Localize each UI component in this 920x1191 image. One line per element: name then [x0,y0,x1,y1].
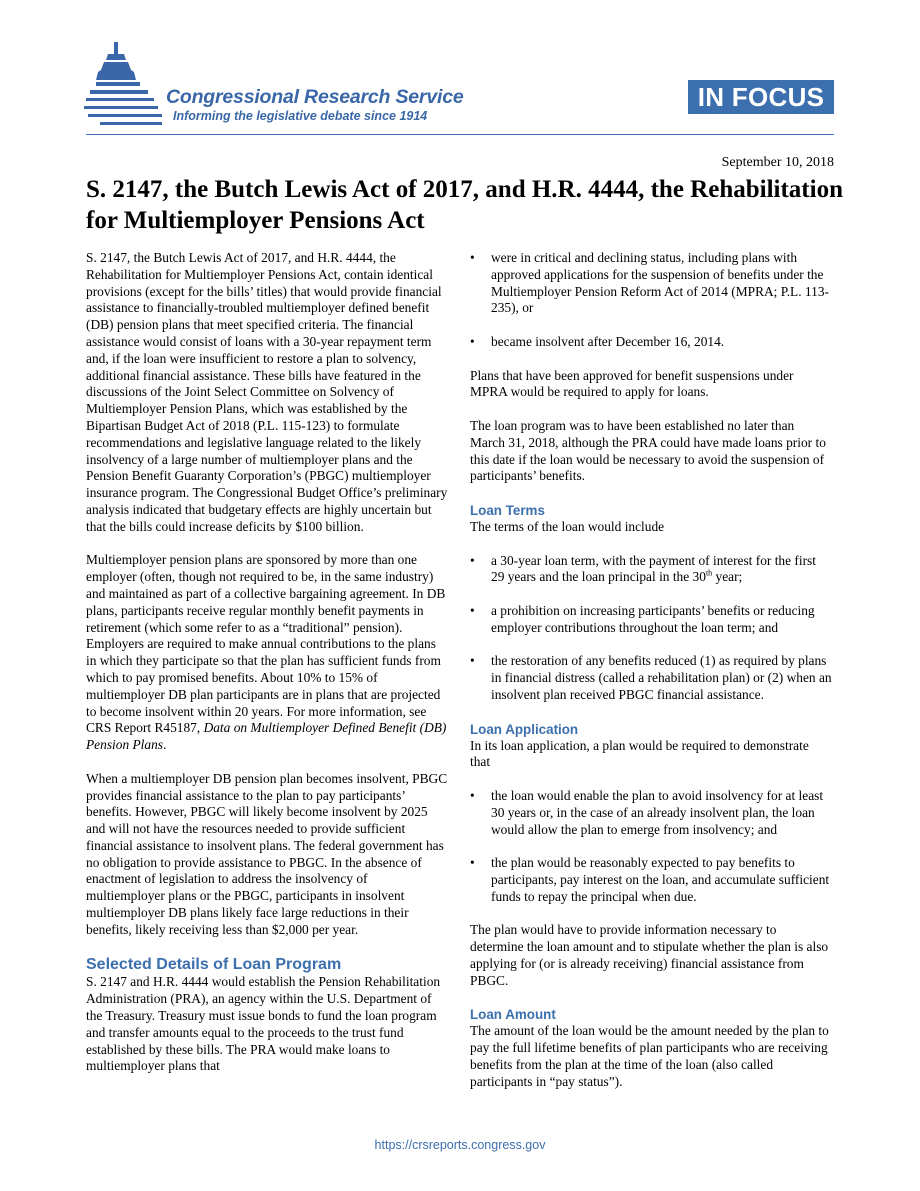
eligibility-list [470,250,832,351]
section-heading-loan-amount: Loan Amount [470,1007,556,1023]
right-column [470,250,832,1107]
section-heading-loan-application: Loan Application [470,721,579,737]
loan-application-after: The plan would have to provide information necessary to determine the loan amount and to stipulate whether the plan is also applying for (or is already receiving) financial assistance from PBGC. [470,922,829,988]
intro-paragraph: S. 2147, the Butch Lewis Act of 2017, and H.R. 4444, the Rehabilitation for Multiemployer Pensions Act, contain identical provisions (except for the bills’ titles) that would provide financial assistance to financially-troubled multiemployer defined benefit (DB) pension plans that meet specified criteria. The financial assistance would consist of loans with a 30-year repayment term and, if the loan were insufficient to restore a plan to solvency, additional financial assistance. These bills have featured in the discussions of the Joint Select Committee on Solvency of Multiemployer Pension Plans, which was established by the Bipartisan Budget Act of 2018 (P.L. 115-123) to formulate recommendations and legislative language related to the likely insolvency of a large number of multiemployer plans and the Pension Benefit Guaranty Corporation’s (PBGC) multiemployer insurance program. The Congressional Budget Office’s preliminary analysis indicated that budgetary effects are highly uncertain but that the bills could increase deficits by $100 billion. [86,250,448,534]
loan-application-list [470,788,832,906]
org-tagline: Informing the legislative debate since 1914 [173,109,428,123]
footer-url-link[interactable]: https://crsreports.congress.gov [374,1138,546,1152]
publication-date: September 10, 2018 [721,155,834,170]
section-heading-loan-terms: Loan Terms [470,502,545,518]
loan-terms-intro: The terms of the loan would include [470,518,665,534]
page-header [0,0,920,140]
report-title: Data on Multiemployer Defined Benefit (DB) Pension Plans [86,720,447,753]
document-title: S. 2147, the Butch Lewis Act of 2017, and H.R. 4444, the Rehabilitation for Multiemployer Pensions Act [86,176,843,234]
insolvency-paragraph: When a multiemployer DB pension plan becomes insolvent, PBGC provides financial assistance to the plan to pay participants’ benefits. However, PBGC will likely become insolvent by 2025 and will not have the resources needed to provide sufficient financial assistance to insolvent plans. The federal government has no obligation to provide assistance to PBGC. In the absence of enactment of legislation to address the insolvency of multiemployer plans or the PBGC, participants in insolvent multiemployer DB plans likely face large reductions in their benefits, likely receiving less than $2,000 per year. [86,770,448,937]
section-heading-loan-program: Selected Details of Loan Program [86,956,342,974]
deadline-paragraph: The loan program was to have been established no later than March 31, 2018, although the PRA could have made loans prior to this date if the loan would be necessary to avoid the suspension of participants’ benefits. [470,417,826,484]
list-item: • became insolvent after December 16, 2014. [470,334,832,351]
list-item: • a prohibition on increasing participants’ benefits or reducing employer contributions throughout the loan term; and [470,603,832,637]
list-item: • a 30-year loan term, with the payment of interest for the first 29 years and the loan principal in the 30th year; [470,553,832,587]
list-item: • the plan would be reasonably expected to pay benefits to participants, pay interest on the loan, and accumulate sufficient funds to repay the principal when due. [470,855,832,905]
left-column [86,250,448,1092]
loan-program-paragraph: S. 2147 and H.R. 4444 would establish the Pension Rehabilitation Administration (PRA), an agency within the U.S. Department of the Treasury. Treasury must issue bonds to fund the loan program and transfer amounts equal to the proceeds to the trust fund established by these bills. The PRA would make loans to multiemployer plans that [86,974,441,1074]
org-name: Congressional Research Service [166,86,464,108]
list-item: • the restoration of any benefits reduced (1) as required by plans in financial distress (called a rehabilitation plan) or (2) when an insolvent plan received PBGC financial assistance. [470,653,832,703]
list-item: • were in critical and declining status, including plans with approved applications for the suspension of benefits under the Multiemployer Pension Reform Act of 2014 (MPRA; P.L. 113-235), or [470,250,832,317]
mpra-paragraph: Plans that have been approved for benefit suspensions under MPRA would be required to apply for loans. [470,367,794,400]
list-item: • the loan would enable the plan to avoid insolvency for at least 30 years or, in the case of an already insolvent plan, the loan would allow the plan to emerge from insolvency; and [470,788,832,838]
loan-amount-paragraph: The amount of the loan would be the amount needed by the plan to pay the full lifetime benefits of plan participants who are receiving benefits from the plan at the time of the loan (also called participants in “pay status”). [470,1023,829,1089]
capitol-dome-logo-icon [84,40,164,130]
loan-application-intro: In its loan application, a plan would be required to demonstrate that [470,737,809,770]
header-rule [86,134,834,135]
background-paragraph: Multiemployer pension plans are sponsored by more than one employer (often, though not required to be, in the same industry) and maintained as part of a collective bargaining agreement. In DB plans, participants receive regular monthly benefit payments in retirement (which some refer to as a “traditional” pension). Employers are required to make annual contributions to the plans in which they participate so that the plan has sufficient funds from which to pay promised benefits. About 10% to 15% of multiemployer DB plan participants are in plans that are projected to become insolvent within 20 years. For more information, see CRS Report R45187, Data on Multiemployer Defined Benefit (DB) Pension Plans. [86,552,447,753]
loan-terms-list [470,553,832,704]
in-focus-badge: IN FOCUS [688,80,834,114]
